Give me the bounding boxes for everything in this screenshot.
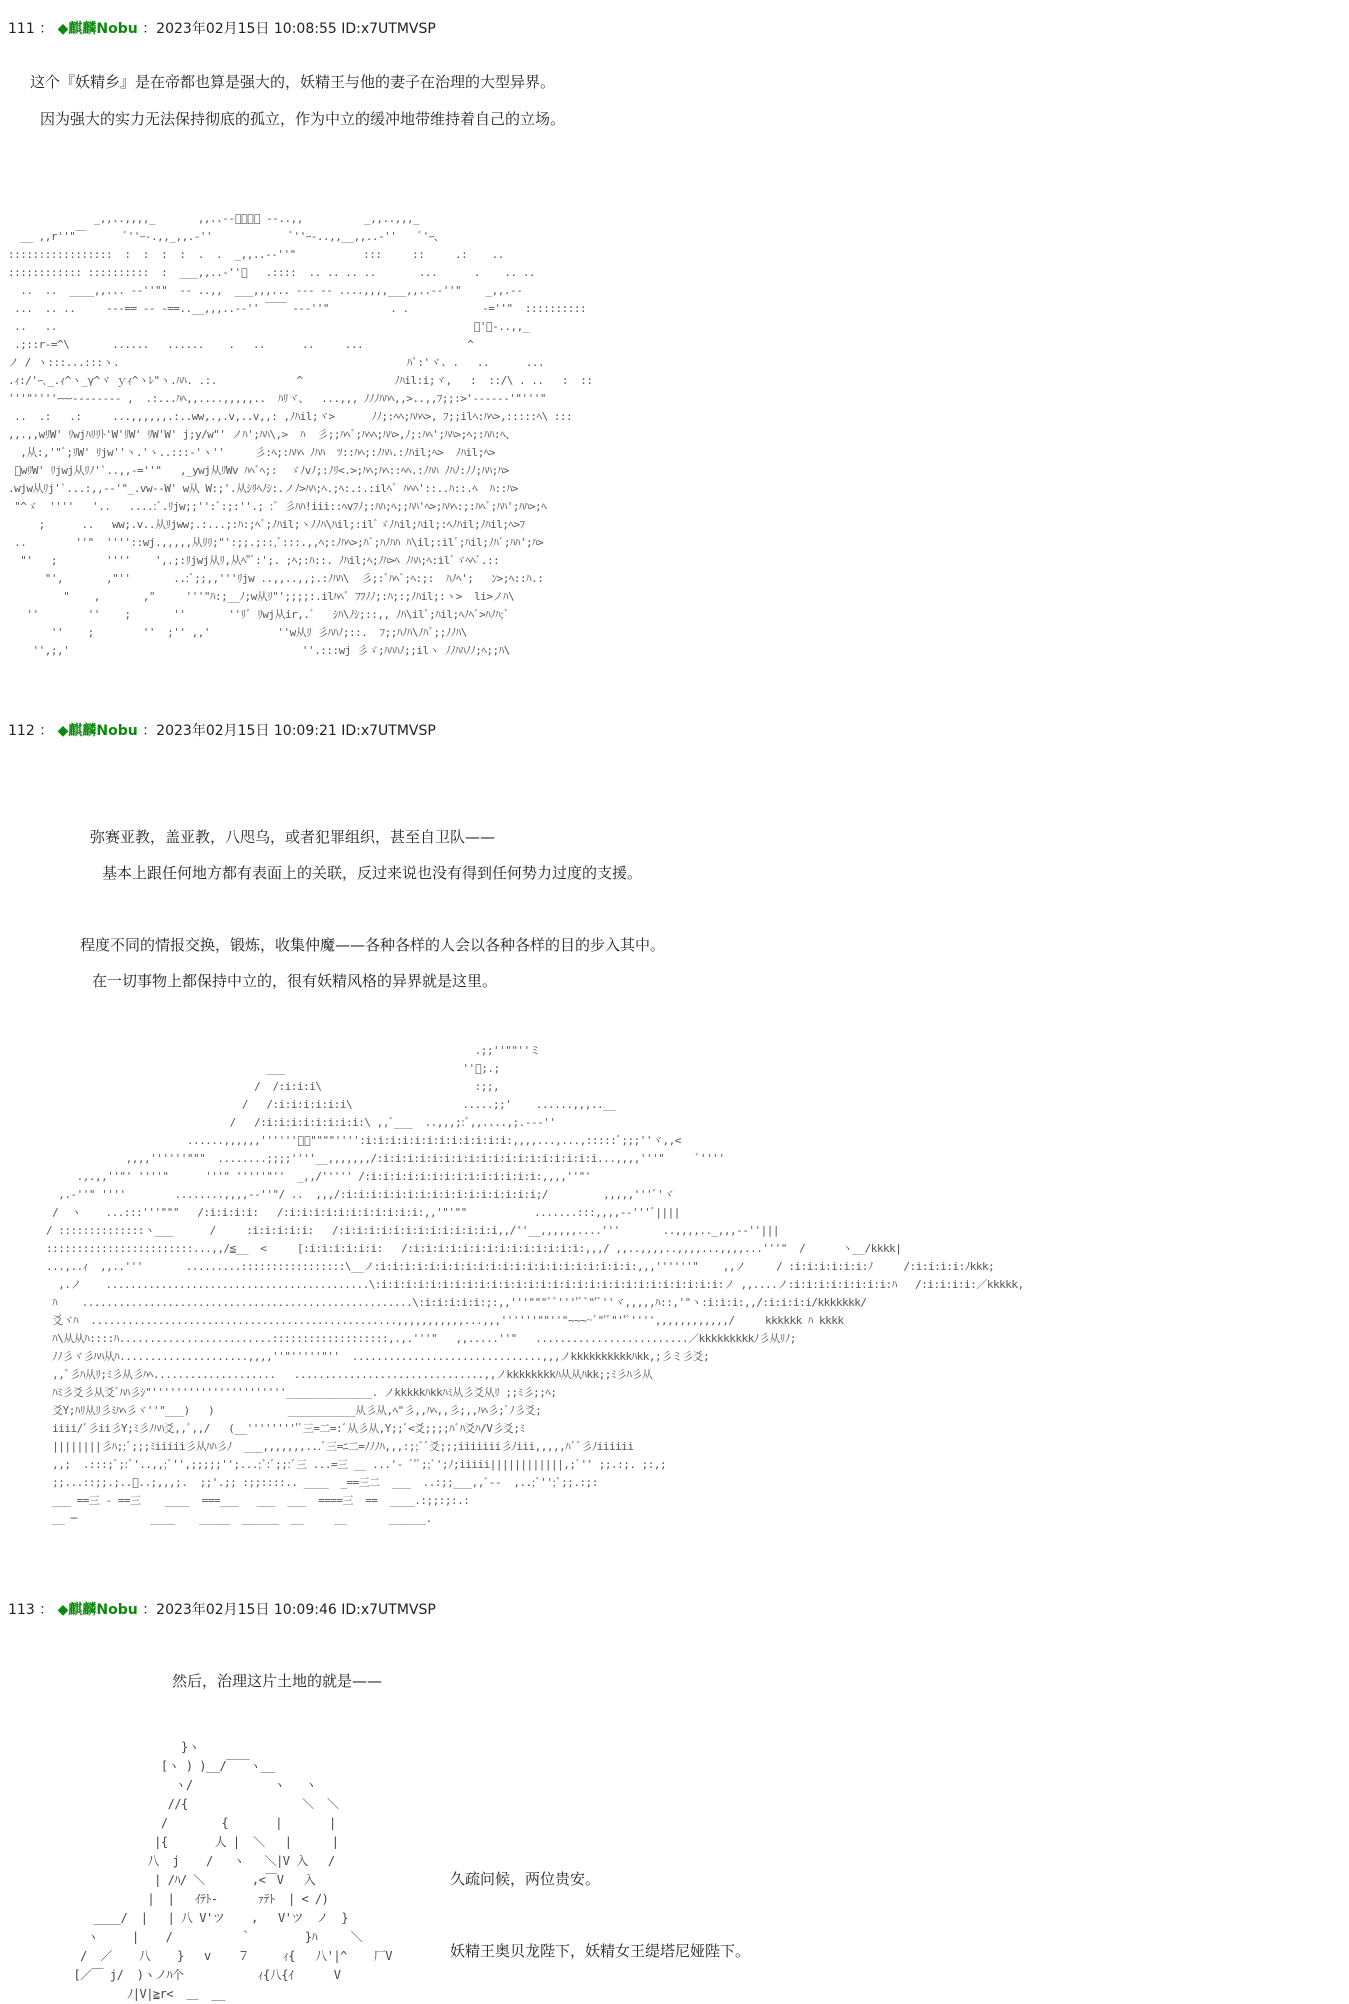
- post-number[interactable]: 111: [8, 21, 35, 37]
- ascii-art-landscape: _,,..,,,,_ ,,..-‐ﾞ￣￣ﾞ ‐-..,, _,,..,,,_ __ ,,r''"￣ ﾞ''ｰ-.,,_,,.-'' ﾞ''ｰ-..,,__,,..-'' ﾞ'ｰ、 ::::::::::::::::: : : : : . . _,,..-‐''" ::: :: .: .. :::::::::::: :::::::::: : ___,,..-''ﾞ .:::: .. .. .. .. ... . .. .. .. .. ____,,... -‐''"" ‐- ..,, ___,,,... --- ‐‐ ....,,,,___,,..-‐''" _,,.-‐ ... .. .. ‐‐‐== ‐‐ -==..__,,,..-‐'' ￣￣ ‐‐‐''" . . -=''" :::::::::: .. .. ﾞ'ｰ-..,,_ .;::r-=^\ ...... ...... . .. .. ... ^ ノ / ヽ:::...:::ヽ. ﾊﾟ:'ヾ. . .. ... .ｨ:/'ｰ､_.ｨ^ヽ_γ^ヾ ｙｨ^ヽﾚ"ヽ.ﾊﾊ. .:. ^ ﾉﾊil:i;ヾ, : ::/\ . .. : :: '''"''''ｰｰｰ-------- , .:...ﾊﾍ,,....,,,,,.. ﾊﾘヾ、 ...,,, ﾉﾉﾉﾊﾊﾍ,,>..,,ﾌ;;:>'----‐‐'"'''" .. .: .: ...,,,,,,.:..ww,.,.v,..v,,: ,ﾉﾊil;ヾ> ﾉﾉ;:ﾍﾍ;ﾊﾊﾍ>, ﾌ;;ilﾍ:ﾊﾍ>,:::::ﾍ\ ::: ,,.,,wﾘW' ﾘwjﾊﾘﾘﾄ'W'ﾘW' ﾘW'W' j;y/w"' ノﾊ';ﾊﾊ\,> ﾊ 彡;;ﾊﾍﾞ;ﾊﾍﾍ;ﾊﾊ>,ﾉ;:ﾊﾍ';ﾊﾊ>;ﾍ;:ﾊﾊ:ﾍ、 ,从:,'"ﾞ;ﾘW' ﾘjw''ヽ.'ヽ..:::-'ヽ'' 彡:ﾍ;:ﾊﾊﾍ ﾉﾊﾊ ﾂ::ﾊﾍ;:ﾉﾊﾊ.:ﾉﾊil;ﾍ> ﾉﾊil;ﾍ> ﾞwﾘW' ﾘjwj从ﾘﾉ'`..,,-=''" ,_ywj从ﾘWv ﾊﾍﾞﾍ;: ゞﾉvﾉ;:ﾉﾘ<.>;ﾊﾍ;ﾊﾍ::ﾍﾍ.:ﾉﾊﾊ ﾉﾊﾉ:ﾉﾉ;ﾊﾊ;ﾊ> .wjw从ﾘj'`...:,,-‐'"_.vw--W' w从 W:;'.从ｼﾘﾍﾉｼ:.ノﾉ>ﾊﾊ;ﾍ.;ﾍ:.:.:ilﾍﾞ ﾊﾍﾍ'::..ﾊ::.ﾍ ﾊ::ﾊ> "^ゞ '''' '.. ....:ﾞ.ﾘjw;;'':ﾞ:;:''.; :ﾞ 彡ﾊﾊ!iii::ﾍvﾌﾉ;:ﾊﾊ;ﾍ;;ﾊﾊ'ﾍ>;ﾊﾊﾍ:;:ﾊﾍﾞ;ﾊﾊ';ﾊﾊ>;ﾍ ; .. ww;.v..从ﾘjww;.:...;:ﾊ:;ﾍﾞ;ﾉﾊil;ヽﾉﾉﾊ\ﾊil;:ilﾞゞﾉﾊil;ﾊil;:ﾍﾉﾊil;ﾉﾊil;ﾍ>ﾌ .. ''" ''''::wj.,,,,,从ﾘﾘ;"':;;.;::,ﾞ:::.,,ﾍ;:ﾉﾊﾍ>;ﾊﾞ;ﾊﾉﾊﾊ ﾊ\il;:ilﾞ;ﾊil;ﾉﾊﾞ;ﾊﾊ';ﾊ> "' ; '''' ',.;:ﾘjwj从ﾘ,从ﾍ"ﾞ:';. ;ﾍ;:ﾊ::. ﾉﾊil;ﾍ;ﾉﾊ>ﾍ ﾉﾊﾊ;ﾍ:ilﾞゞﾍﾍﾞ.:: "', ,"'' ..:ﾞ;;,,'''ﾘjw ..,,..,,;.:ﾉﾊﾊ\ 彡;:ﾞﾊﾍﾞ;ﾍ:;: ﾊﾉﾍ'; ﾝ>;ﾍ::ﾊ.: " , ," '''"ﾊ:;__ﾉ;w从ﾘ"';;;;:.ilﾊﾍﾞ ﾌﾌﾉﾉ;:ﾊ;:;ﾉﾊil;:ヽ> li>ノﾊ\ '' '' ; '' ''ﾘﾞ ﾘwj从ir,.ﾞ ｼﾊ\ﾉｼ;::,, ﾉﾊ\ilﾞ;ﾊil;ﾍﾉﾍﾞ>ﾊﾉﾊ;ﾞ '' ; '' ;'' ,,' ''w从ﾘ 彡ﾊﾊﾉ;::. ﾌ;;ﾊﾉﾊ\ﾉﾊﾞ;;ﾉﾉﾊ\ '',;,' ''.:::wj 彡ゞ;ﾊﾊﾊﾉ;;ilヽ ﾉﾉﾊﾊﾉﾉ;ﾍ;;ﾊ\: [8, 212, 593, 657]
- post-header-112: [8, 720, 436, 740]
- post-meta: ：2023年02月15日 10:08:55 ID:x7UTMVSP: [142, 21, 436, 37]
- poster-name: ◆麒麟Nobu: [57, 21, 138, 37]
- post-text-line: 久疏问候，两位贵安。: [450, 1870, 601, 1888]
- post-text-line: 妖精王奥贝龙陛下，妖精女王缇塔尼娅陛下。: [450, 1942, 751, 1960]
- post-number[interactable]: 112: [8, 723, 35, 739]
- post-text-line: 弥赛亚教，盖亚教，八咫乌，或者犯罪组织，甚至自卫队——: [90, 828, 496, 846]
- post-text-line: 因为强大的实力无法保持彻底的孤立，作为中立的缓冲地带维持着自己的立场。: [40, 110, 566, 128]
- post-text-line: 在一切事物上都保持中立的，很有妖精风格的异界就是这里。: [92, 972, 498, 990]
- post-text-line: 然后，治理这片土地的就是——: [172, 1672, 383, 1690]
- post-text-line: 这个『妖精乡』是在帝都也算是强大的，妖精王与他的妻子在治理的大型异界。: [30, 73, 556, 91]
- post-meta: ：2023年02月15日 10:09:21 ID:x7UTMVSP: [142, 723, 436, 739]
- post-header-113: [8, 1599, 436, 1619]
- post-colon: ：: [39, 21, 54, 37]
- post-colon: ：: [39, 1602, 54, 1618]
- ascii-art-fairy-king: }ヽ [ヽ ) )__/￣￣ヽ__ ヽ/ ヽ ヽ //{ ＼ ＼ / { | | |{ 人 | ＼ | | 八 j / ヽ ＼|V 入 / | /ﾊ/ ＼ ,<￣V 入 | | ｲﾃﾄ- ｧﾃﾄ | < /) ____/ | | 八 V'ツ , V'ツ ノ } ヽ | / ｀ }ﾊ ＼ / ／ 八 } v ７ ｨ{ 八'|^ 厂V [／￣ j/ )ヽノﾊ个 ｨ{八{ｲ V ﾉ|V|≧r< ＿ __: [73, 1740, 392, 2001]
- post-text-line: 基本上跟任何地方都有表面上的关联，反过来说也没有得到任何势力过度的支援。: [102, 864, 643, 882]
- poster-name: ◆麒麟Nobu: [57, 1602, 138, 1618]
- poster-name: ◆麒麟Nobu: [57, 723, 138, 739]
- post-meta: ：2023年02月15日 10:09:46 ID:x7UTMVSP: [142, 1602, 436, 1618]
- post-header-111: [8, 18, 436, 38]
- ascii-art-mountain-realm: .;;''""''ミ ___ ''ﾞ;.; / /:i:i:i\ :;;, / /:i:i:i:i:i:i\ .....;;' ......,,,..__ / /:i:i:i:i:i:i:i:i:\ ,,ﾞ___ ..,,,;:ﾞ,,....,;.--‐'' ......,,,,,,''''''ﾞﾞ""""'''':i:i:i:i:i:i:i:i:i:i:i:i:,,,,...,...,:::::ﾞ;;;''ヾ,,< ,,,,''''''""" ........;;;;''''__,,,,,,,/:i:i:i:i:i:i:i:i:i:i:i:i:i:i:i:i:i:i...,,,,'''" ﾞ'''' .,.,,''"' ''''" '''" '''''"'' _,,/''''' /:i:i:i:i:i:i:i:i:i:i:i:i:i:i:,,,,''"' ,.-''" '''' ........,,,,-‐''"/ .. ,,,/:i:i:i:i:i:i:i:i:i:i:i:i:i:i:i:i;/ ,,,,,'''ﾞ'ヾ / ヽ ...:::'''""" /:i:i:i:i: /:i:i:i:i:i:i:i:i:i:i:i:,,'"'"" .......:::,,,,-‐'''ﾞ|||| / ::::::::::::::ヽ___ / :i:i:i:i:i: /:i:i:i:i:i:i:i:i:i:i:i:i:i,,/''__,,,,,,....''' ..,,,,.._,,,-‐''||| ::::::::::::::::::::::::...,,/≦__ < [:i:i:i:i:i:i: /:i:i:i:i:i:i:i:i:i:i:i:i:i:i:,,,/ ,,..,,,,..,,,,...,,,,...'''" / ヽ__/kkkk| ...,..ｨ ,,..''' .........:::::::::::::::::\__ノ:i:i:i:i:i:i:i:i:i:i:i:i:i:i:i:i:i:i:i:i:i:,,,''''''" ,,ノ / :i:i:i:i:i:i:ﾉ /:i:i:i:i:ﾉkkk; ,.ノ ...........................................\:i:i:i:i:i:i:i:i:i:i:i:i:i:i:i:i:i:i:i:i:i:i:i:i:i:i:i:i:ノ ,,....ノ:i:i:i:i:i:i:i:i:ﾊ /:i:i:i:i:／kkkkk, ﾊ ......................................................\:i:i:i:i:i:;:,,'''"""ﾞﾞ''''ﾞﾞ"'ﾞ''ヾ,,,,,ﾊ::,'"ヽ:i:i:i:,,/:i:i:i:i/kkkkkkk/ 爻ヾﾊ ..................................................,,,,,,,,,,,...,,,''''''""''"~~~~ﾞ"'ﾞ"''ﾞ'''',,,,,,,,,,,,/ kkkkkk ﾊ kkkk ﾊ\从从ﾊ::::ﾊ.........................:::::::::::::::::::,.,.'''" ,,.....''" .........................／kkkkkkkkkﾉ彡从ﾘﾉ; ﾉﾉ彡ヾ彡ﾊﾊ从ﾊ.....................,,,,''"'''''"'' ...............................,,,ノkkkkkkkkkkﾊkk,;彡ミ彡爻; ,,ﾞ彡ﾊ从ﾘ;ﾐ彡从彡ﾊﾍ.................... ...............................,,ノkkkkkkkkﾊ从从ﾊkk;;ﾐ彡ﾊ彡从 ﾊﾐ彡爻彡从爻ﾞﾊﾊ彡ｼ"''''''''''''''''''''''______________. ノkkkkkﾊkkﾊﾐ从彡爻从ﾘ ;;ﾐ彡;;ﾍ; 爻Y;ﾊﾘ从ﾘ彡ﾐﾊﾍ彡ヾ''"___) ) ___________从彡从,ﾍ"彡,,ﾊﾍ,,彡;,,ﾊﾍ彡;ﾞﾉ彡爻; iiii/ﾞ彡ii彡Y;ﾐ彡ﾉﾊﾊ爻,,ﾞ,,/ (__'''''''''ﾞ三=二=:ﾞ从彡从,Y;;ﾞ<爻;;;;ﾊﾞﾊ爻ﾊ/V彡爻;ﾐ ||||||||彡ﾊ;;ﾞ;;;ﾐiiiii彡从ﾊﾊ彡ﾉ ___,,,,,,,...ﾞ三=ﾆ二=ﾉﾉﾉﾊ,,,:;;ﾞﾞ爻;;;iiiiiii彡ﾉiii,,,,,ﾊﾞﾞ彡ﾉiiiiii ,,; .:::;ﾞ;:ﾞ'..,,;ﾞ'',;;;;;'';...;ﾞ:ﾞ;;:ﾞ三 ...=三 __ ...'‐ ﾞ'ﾞ;;ﾞ';ﾉ;iiiii||||||||||||,;ﾞ'' ;;.:;. ;:,; ;;...::;;.;..ﾞ..;,,,;. ;;'.;; :;;::::.. ____ _==三二 ___ ..:;;___,,ﾞ‐‐ ,..;ﾞ'';ﾞ;;.:;: ___ ==三 ‐ ==三 ____ ===___ ___ ___ ====三 == ____.:;;:;:.: __ ─ ____ _____ ______ __ __ ______.: [46, 1044, 1024, 1525]
- post-number[interactable]: 113: [8, 1602, 35, 1618]
- post-colon: ：: [39, 723, 54, 739]
- post-text-line: 程度不同的情报交换，锻炼，收集仲魔——各种各样的人会以各种各样的目的步入其中。: [80, 936, 666, 954]
